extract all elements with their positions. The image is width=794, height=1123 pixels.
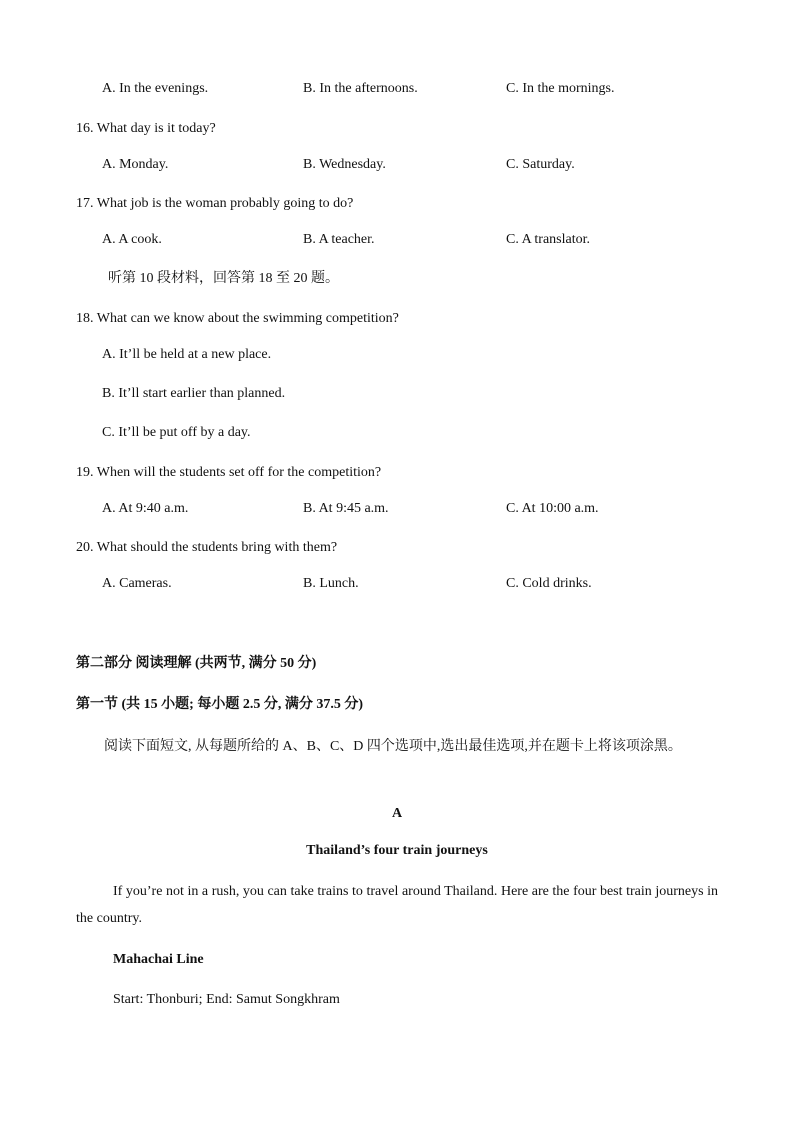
- q19-question: 19. When will the students set off for the competition?: [76, 465, 382, 480]
- q18-question: 18. What can we know about the swimming competition?: [76, 311, 399, 326]
- q19-option-c: C. At 10:00 a.m.: [506, 501, 599, 516]
- q17-question: 17. What job is the woman probably going to do?: [76, 196, 354, 211]
- reading-instructions: 阅读下面短文, 从每题所给的 A、B、C、D 四个选项中,选出最佳选项,并在题卡上将该项涂黑。: [104, 739, 682, 754]
- q17-option-a: A. A cook.: [102, 232, 162, 247]
- q15-option-b: B. In the afternoons.: [303, 81, 418, 96]
- q16-option-b: B. Wednesday.: [303, 157, 386, 172]
- q20-option-c: C. Cold drinks.: [506, 576, 592, 591]
- q18-option-b: B. It’ll start earlier than planned.: [102, 386, 286, 401]
- passage-intro: If you’re not in a rush, you can take trains to travel around Thailand. Here are the four best train journeys in the country.: [76, 884, 718, 926]
- passage-letter: A: [391, 806, 403, 821]
- material-instruction: 听第 10 段材料，回答第 18 至 20 题。: [108, 271, 339, 286]
- q20-option-b: B. Lunch.: [303, 576, 359, 591]
- q17-option-c: C. A translator.: [506, 232, 590, 247]
- line1-route: Start: Thonburi; End: Samut Songkhram: [113, 992, 340, 1007]
- q17-option-b: B. A teacher.: [303, 232, 375, 247]
- part2-heading: 第二部分 阅读理解 (共两节, 满分 50 分): [76, 656, 317, 671]
- q18-option-a: A. It’ll be held at a new place.: [102, 347, 272, 362]
- section1-heading: 第一节 (共 15 小题; 每小题 2.5 分, 满分 37.5 分): [76, 697, 363, 712]
- q15-option-c: C. In the mornings.: [506, 81, 615, 96]
- line1-name: Mahachai Line: [113, 952, 204, 967]
- q15-option-a: A. In the evenings.: [102, 81, 209, 96]
- q19-option-a: A. At 9:40 a.m.: [102, 501, 189, 516]
- q20-option-a: A. Cameras.: [102, 576, 172, 591]
- q16-question: 16. What day is it today?: [76, 121, 216, 136]
- q18-option-c: C. It’ll be put off by a day.: [102, 425, 251, 440]
- passage-title: Thailand’s four train journeys: [306, 843, 488, 858]
- q16-option-a: A. Monday.: [102, 157, 169, 172]
- q19-option-b: B. At 9:45 a.m.: [303, 501, 389, 516]
- q20-question: 20. What should the students bring with them?: [76, 540, 338, 555]
- q16-option-c: C. Saturday.: [506, 157, 575, 172]
